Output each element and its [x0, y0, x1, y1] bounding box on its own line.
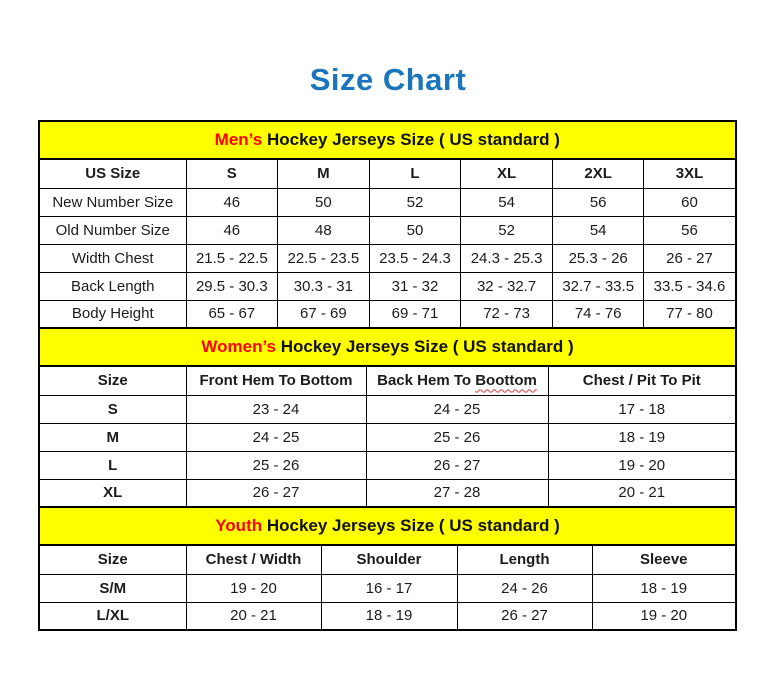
row-label: L [39, 451, 186, 479]
column-header: US Size [39, 159, 186, 188]
cell: 50 [278, 188, 370, 216]
cell: 24 - 26 [457, 574, 592, 602]
table-row [39, 574, 736, 602]
table-row [39, 188, 736, 216]
row-label: Body Height [39, 300, 186, 328]
row-label: Width Chest [39, 244, 186, 272]
cell: 32.7 - 33.5 [552, 272, 644, 300]
cell: 54 [461, 188, 553, 216]
cell: 23 - 24 [186, 395, 366, 423]
mens-size-table [38, 120, 737, 329]
youth-size-table [38, 506, 737, 631]
cell: 18 - 19 [592, 574, 736, 602]
table-row [39, 395, 736, 423]
row-label: New Number Size [39, 188, 186, 216]
column-header: Sleeve [592, 545, 736, 574]
column-header: M [278, 159, 370, 188]
column-header: 2XL [552, 159, 644, 188]
youth-section-accent: Youth [215, 516, 263, 535]
table-row [39, 244, 736, 272]
cell: 56 [644, 216, 736, 244]
womens-header-row [39, 366, 736, 395]
cell: 65 - 67 [186, 300, 278, 328]
cell: 26 - 27 [186, 479, 366, 507]
column-header: Size [39, 366, 186, 395]
column-header-prefix: Back Hem To [377, 372, 472, 390]
column-header: Chest / Width [186, 545, 321, 574]
table-row [39, 300, 736, 328]
table-row [39, 602, 736, 630]
cell: 25 - 26 [366, 423, 548, 451]
mens-header-row [39, 159, 736, 188]
cell: 50 [369, 216, 461, 244]
cell: 72 - 73 [461, 300, 553, 328]
cell: 27 - 28 [366, 479, 548, 507]
cell: 18 - 19 [548, 423, 736, 451]
cell: 26 - 27 [366, 451, 548, 479]
womens-section-text: Hockey Jerseys Size ( US standard ) [280, 337, 574, 356]
row-label: Back Length [39, 272, 186, 300]
cell: 23.5 - 24.3 [369, 244, 461, 272]
cell: 60 [644, 188, 736, 216]
womens-size-table [38, 327, 737, 508]
row-label: S/M [39, 574, 186, 602]
youth-header-row [39, 545, 736, 574]
table-row [39, 272, 736, 300]
youth-section-text: Hockey Jerseys Size ( US standard ) [266, 516, 560, 535]
row-label: S [39, 395, 186, 423]
cell: 24 - 25 [186, 423, 366, 451]
row-label: L/XL [39, 602, 186, 630]
mens-section-band [39, 121, 736, 159]
column-header: Length [457, 545, 592, 574]
row-label: Old Number Size [39, 216, 186, 244]
cell: 52 [461, 216, 553, 244]
youth-section-title [39, 507, 736, 545]
cell: 69 - 71 [369, 300, 461, 328]
column-header: L [369, 159, 461, 188]
column-header: XL [461, 159, 553, 188]
row-label: M [39, 423, 186, 451]
cell: 19 - 20 [186, 574, 321, 602]
column-header [366, 366, 548, 395]
cell: 18 - 19 [321, 602, 457, 630]
mens-section-title [39, 121, 736, 159]
mens-section-accent: Men’s [214, 130, 263, 149]
cell: 22.5 - 23.5 [278, 244, 370, 272]
womens-section-title [39, 328, 736, 366]
column-header: Chest / Pit To Pit [548, 366, 736, 395]
cell: 67 - 69 [278, 300, 370, 328]
size-chart-tables [38, 120, 735, 631]
mens-section-text: Hockey Jerseys Size ( US standard ) [266, 130, 560, 149]
column-header: 3XL [644, 159, 736, 188]
cell: 56 [552, 188, 644, 216]
cell: 46 [186, 216, 278, 244]
cell: 48 [278, 216, 370, 244]
cell: 52 [369, 188, 461, 216]
column-header: Shoulder [321, 545, 457, 574]
cell: 54 [552, 216, 644, 244]
cell: 19 - 20 [548, 451, 736, 479]
cell: 77 - 80 [644, 300, 736, 328]
table-row [39, 216, 736, 244]
column-header: Front Hem To Bottom [186, 366, 366, 395]
cell: 21.5 - 22.5 [186, 244, 278, 272]
cell: 26 - 27 [457, 602, 592, 630]
womens-section-accent: Women’s [201, 337, 276, 356]
column-header-misspelled-word: Boottom [475, 372, 537, 390]
column-header: Size [39, 545, 186, 574]
cell: 74 - 76 [552, 300, 644, 328]
cell: 31 - 32 [369, 272, 461, 300]
table-row [39, 423, 736, 451]
cell: 20 - 21 [548, 479, 736, 507]
womens-section-band [39, 328, 736, 366]
cell: 26 - 27 [644, 244, 736, 272]
cell: 20 - 21 [186, 602, 321, 630]
cell: 24 - 25 [366, 395, 548, 423]
cell: 17 - 18 [548, 395, 736, 423]
table-row [39, 451, 736, 479]
cell: 25.3 - 26 [552, 244, 644, 272]
cell: 16 - 17 [321, 574, 457, 602]
youth-section-band [39, 507, 736, 545]
cell: 46 [186, 188, 278, 216]
cell: 30.3 - 31 [278, 272, 370, 300]
table-row [39, 479, 736, 507]
cell: 29.5 - 30.3 [186, 272, 278, 300]
cell: 33.5 - 34.6 [644, 272, 736, 300]
cell: 32 - 32.7 [461, 272, 553, 300]
page-title: Size Chart [309, 62, 467, 97]
cell: 24.3 - 25.3 [461, 244, 553, 272]
column-header: S [186, 159, 278, 188]
cell: 25 - 26 [186, 451, 366, 479]
row-label: XL [39, 479, 186, 507]
cell: 19 - 20 [592, 602, 736, 630]
